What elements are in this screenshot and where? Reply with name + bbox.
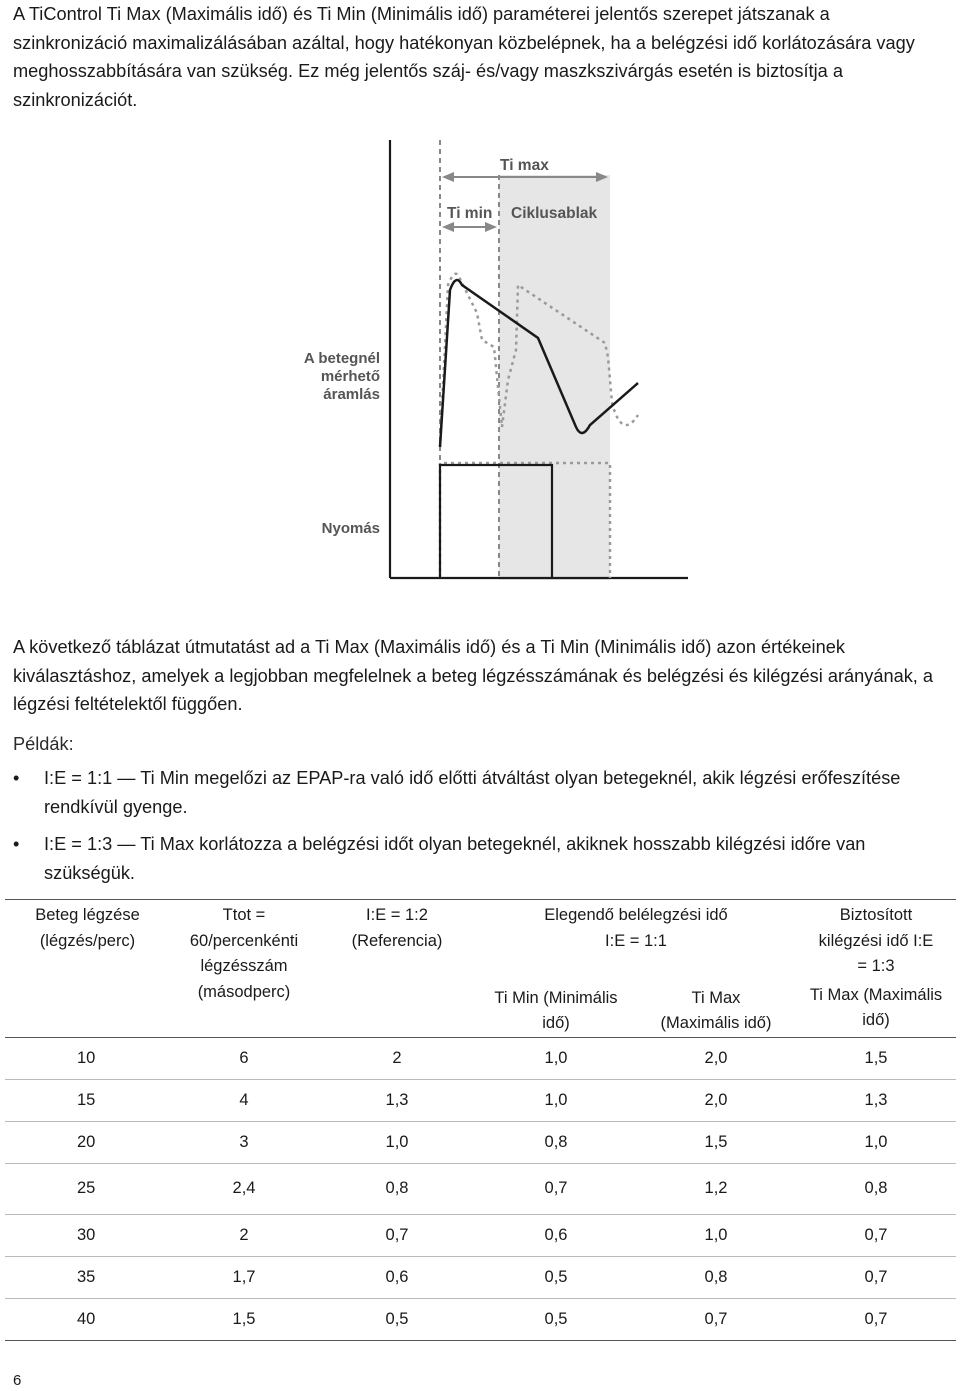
table-row <box>5 1079 956 1121</box>
cell: 25 <box>5 1163 170 1214</box>
ti-settings-table <box>5 899 956 1341</box>
cell: 0,7 <box>636 1298 796 1340</box>
cell: 0,6 <box>318 1256 476 1298</box>
cycle-window-label: Ciklusablak <box>511 205 598 222</box>
cell: 0,5 <box>476 1256 636 1298</box>
cell: 2,0 <box>636 1079 796 1121</box>
pressure-label: Nyomás <box>321 520 380 537</box>
table-intro-paragraph: A következő táblázat útmutatást ad a Ti Max (Maximális idő) és a Ti Min (Minimális idő) azon értékeinek kiválasztáshoz, amelyek a legjobban megfelelnek a beteg légzésszámának és belégzési és kilégzési arányának, a légzési feltételektől függően. <box>13 637 934 715</box>
cell: 1,0 <box>796 1121 956 1163</box>
cell: 0,8 <box>318 1163 476 1214</box>
table-row <box>5 1037 956 1079</box>
cell: 6 <box>170 1037 318 1079</box>
bullet-dot-icon: • <box>13 768 20 788</box>
cell: 0,7 <box>796 1256 956 1298</box>
table-row <box>5 1256 956 1298</box>
cell: 1,5 <box>636 1121 796 1163</box>
cell: 40 <box>5 1298 170 1340</box>
cell: 1,3 <box>796 1079 956 1121</box>
page-number: 6 <box>13 1372 22 1389</box>
ti-max-arrow-left-head <box>442 172 454 182</box>
ti-min-arrow-right-head <box>485 222 497 232</box>
cell: 1,5 <box>796 1037 956 1079</box>
header-ie11-group: Elegendő belélegzési idő I:E = 1:1 <box>544 906 728 950</box>
bullet-dot-icon: • <box>13 834 20 854</box>
cell: 1,7 <box>170 1256 318 1298</box>
cell: 0,8 <box>796 1163 956 1214</box>
table-row <box>5 1121 956 1163</box>
cell: 20 <box>5 1121 170 1163</box>
cell: 0,8 <box>476 1121 636 1163</box>
cell: 1,0 <box>318 1121 476 1163</box>
cell: 0,7 <box>796 1214 956 1256</box>
cell: 0,7 <box>796 1298 956 1340</box>
examples-heading: Példák: <box>13 734 74 754</box>
ti-min-arrow-left-head <box>442 222 454 232</box>
table-row <box>5 1298 956 1340</box>
cell: 0,8 <box>636 1256 796 1298</box>
bullet-text: I:E = 1:1 — Ti Min megelőzi az EPAP-ra való idő előtti átváltást olyan betegeknél, akik légzési erőfeszítése rendkívül gyenge. <box>44 768 901 817</box>
cell: 0,5 <box>476 1298 636 1340</box>
cell: 15 <box>5 1079 170 1121</box>
flow-label-line3: áramlás <box>323 386 380 403</box>
cell: 1,5 <box>170 1298 318 1340</box>
cell: 0,7 <box>476 1163 636 1214</box>
header-ti-max: Ti Max (Maximális idő) <box>660 988 772 1032</box>
intro-paragraph: A TiControl Ti Max (Maximális idő) és Ti Min (Minimális idő) paraméterei jelentős szerepet játszanak a szinkronizáció maximalizálásában azáltal, hogy hatékonyan közbelépnek, ha a belégzési idő korlátozására vagy meghosszabbítására van szükség. Ez még jelentős száj- és/vagy maszkszivárgás esetén is biztosítja a szinkronizációt. <box>13 4 915 110</box>
cell: 0,5 <box>318 1298 476 1340</box>
header-ie13-group: Biztosított kilégzési idő I:E = 1:3 <box>818 906 934 975</box>
cell: 35 <box>5 1256 170 1298</box>
cell: 2 <box>170 1214 318 1256</box>
header-ttot: Ttot = 60/percenkénti légzésszám (másodperc) <box>189 906 299 1001</box>
cell: 30 <box>5 1214 170 1256</box>
cell: 1,0 <box>476 1079 636 1121</box>
ti-timing-diagram <box>290 135 690 585</box>
cell: 1,0 <box>476 1037 636 1079</box>
ti-min-label: Ti min <box>447 205 493 222</box>
cell: 1,0 <box>636 1214 796 1256</box>
header-breathing: Beteg légzése (légzés/perc) <box>35 906 140 950</box>
cell: 1,2 <box>636 1163 796 1214</box>
header-ie12: I:E = 1:2 (Referencia) <box>351 906 443 950</box>
cell: 3 <box>170 1121 318 1163</box>
header-ti-min: Ti Min (Minimális idő) <box>494 988 618 1032</box>
cell: 4 <box>170 1079 318 1121</box>
flow-label-line2: mérhető <box>320 368 380 385</box>
cell: 0,7 <box>318 1214 476 1256</box>
flow-label-line1: A betegnél <box>303 350 380 367</box>
table-row <box>5 1163 956 1214</box>
cell: 2,4 <box>170 1163 318 1214</box>
cell: 2,0 <box>636 1037 796 1079</box>
cell: 10 <box>5 1037 170 1079</box>
table-row <box>5 1214 956 1256</box>
ti-max-label: Ti max <box>500 157 549 174</box>
bullet-text: I:E = 1:3 — Ti Max korlátozza a belégzési időt olyan betegeknél, akiknek hosszabb kilégzési időre van szükségük. <box>44 834 866 883</box>
cell: 0,6 <box>476 1214 636 1256</box>
header-ti-max-2: Ti Max (Maximális idő) <box>809 985 943 1029</box>
cell: 2 <box>318 1037 476 1079</box>
cell: 1,3 <box>318 1079 476 1121</box>
